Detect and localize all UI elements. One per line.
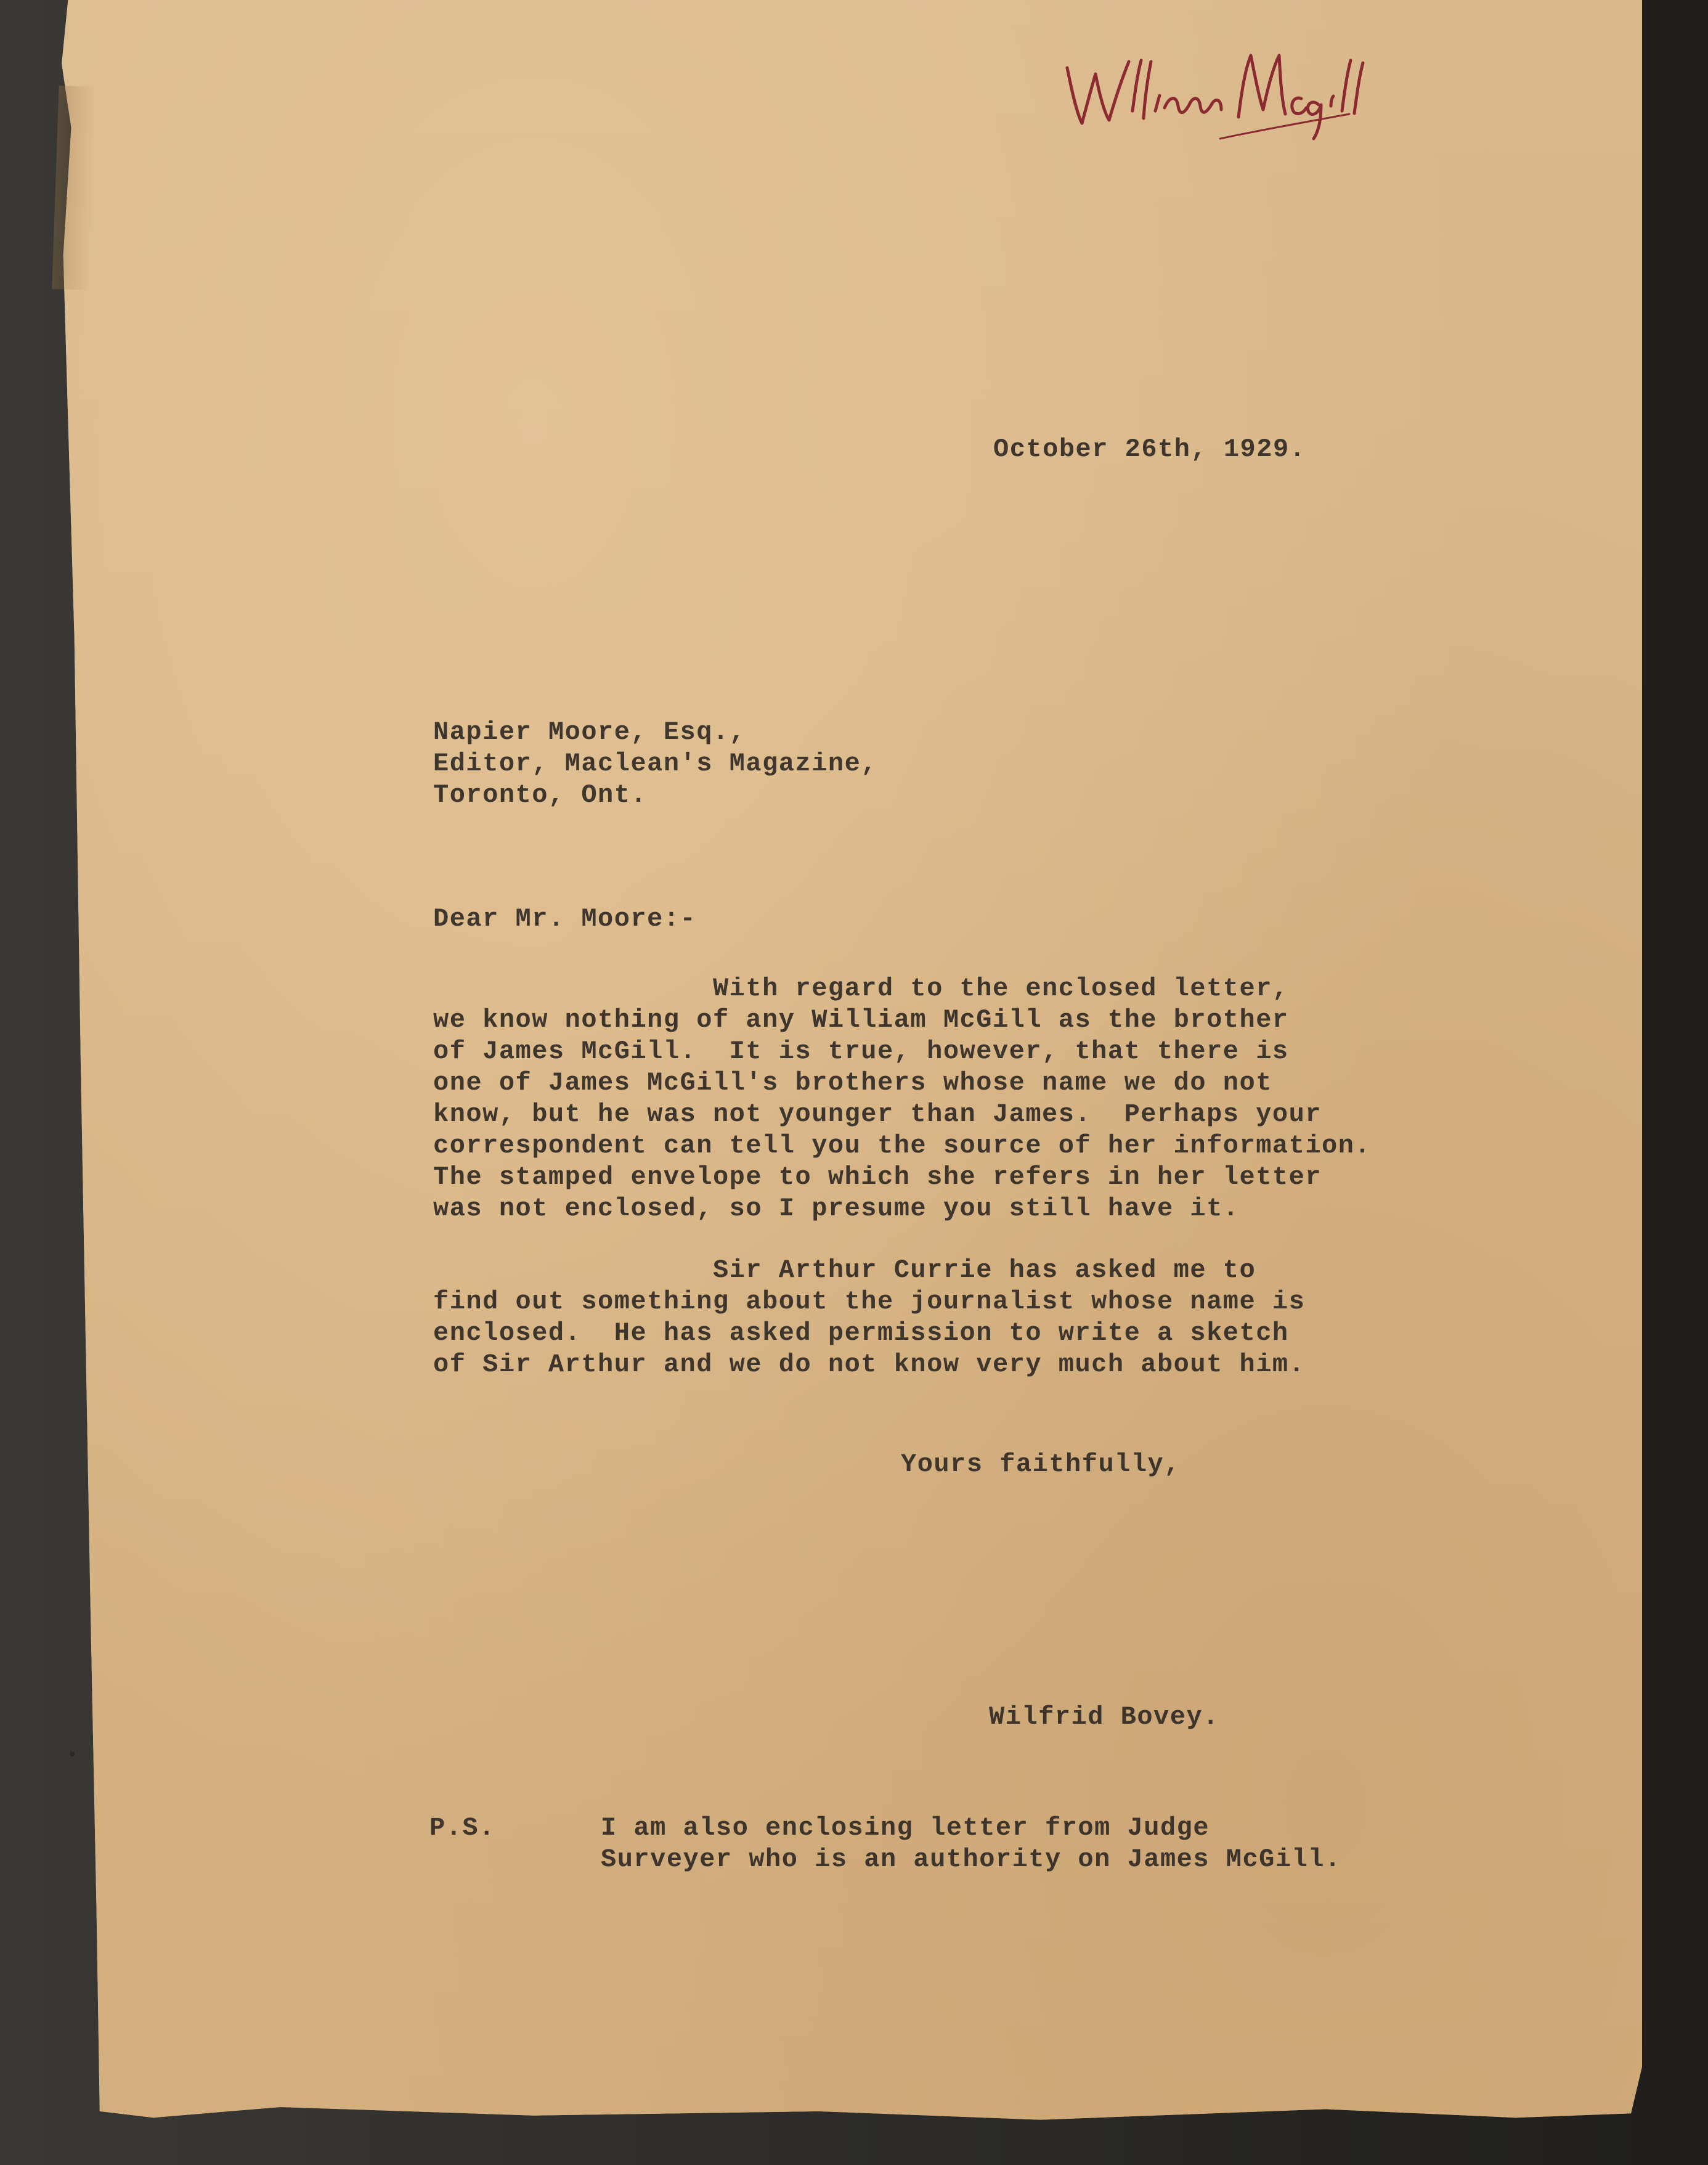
paragraph2-line: enclosed. He has asked permission to write a sketch — [433, 1318, 1289, 1348]
paragraph1-line: know, but he was not younger than James. Perhaps your — [433, 1099, 1322, 1129]
paragraph2-line: Sir Arthur Currie has asked me to — [433, 1255, 1256, 1285]
postscript-label: P.S. — [429, 1813, 495, 1843]
handwritten-annotation — [1060, 37, 1380, 148]
paragraph1-line: was not enclosed, so I presume you still have it. — [433, 1194, 1240, 1223]
handwriting-stroke-m — [1238, 55, 1285, 117]
paragraph1-line: of James McGill. It is true, however, that there is — [433, 1037, 1289, 1066]
salutation: Dear Mr. Moore:- — [433, 904, 697, 934]
postscript-line: I am also enclosing letter from Judge — [601, 1813, 1210, 1843]
signer-name: Wilfrid Bovey. — [989, 1702, 1219, 1732]
recipient-name: Napier Moore, Esq., — [433, 717, 746, 747]
paper-crease — [52, 86, 96, 290]
recipient-location: Toronto, Ont. — [433, 780, 648, 810]
paragraph2-line: of Sir Arthur and we do not know very much about him. — [433, 1350, 1306, 1379]
handwriting-stroke-cgill — [1292, 60, 1363, 139]
paragraph1-line: correspondent can tell you the source of her information. — [433, 1131, 1372, 1160]
paragraph2-line: find out something about the journalist whose name is — [433, 1287, 1306, 1316]
ink-speck — [70, 1751, 75, 1756]
paragraph1-line: one of James McGill's brothers whose name we do not — [433, 1068, 1272, 1098]
paragraph1-line: we know nothing of any William McGill as the brother — [433, 1005, 1289, 1035]
complimentary-close: Yours faithfully, — [901, 1449, 1181, 1479]
handwriting-stroke-illiam — [1133, 60, 1221, 118]
paragraph1-line: The stamped envelope to which she refers in her letter — [433, 1162, 1322, 1192]
paragraph1-line: With regard to the enclosed letter, — [433, 974, 1289, 1003]
recipient-title: Editor, Maclean's Magazine, — [433, 749, 878, 778]
postscript-line: Surveyer who is an authority on James McGill. — [601, 1845, 1341, 1874]
letter-date: October 26th, 1929. — [993, 434, 1306, 464]
handwriting-stroke-w — [1067, 62, 1129, 123]
